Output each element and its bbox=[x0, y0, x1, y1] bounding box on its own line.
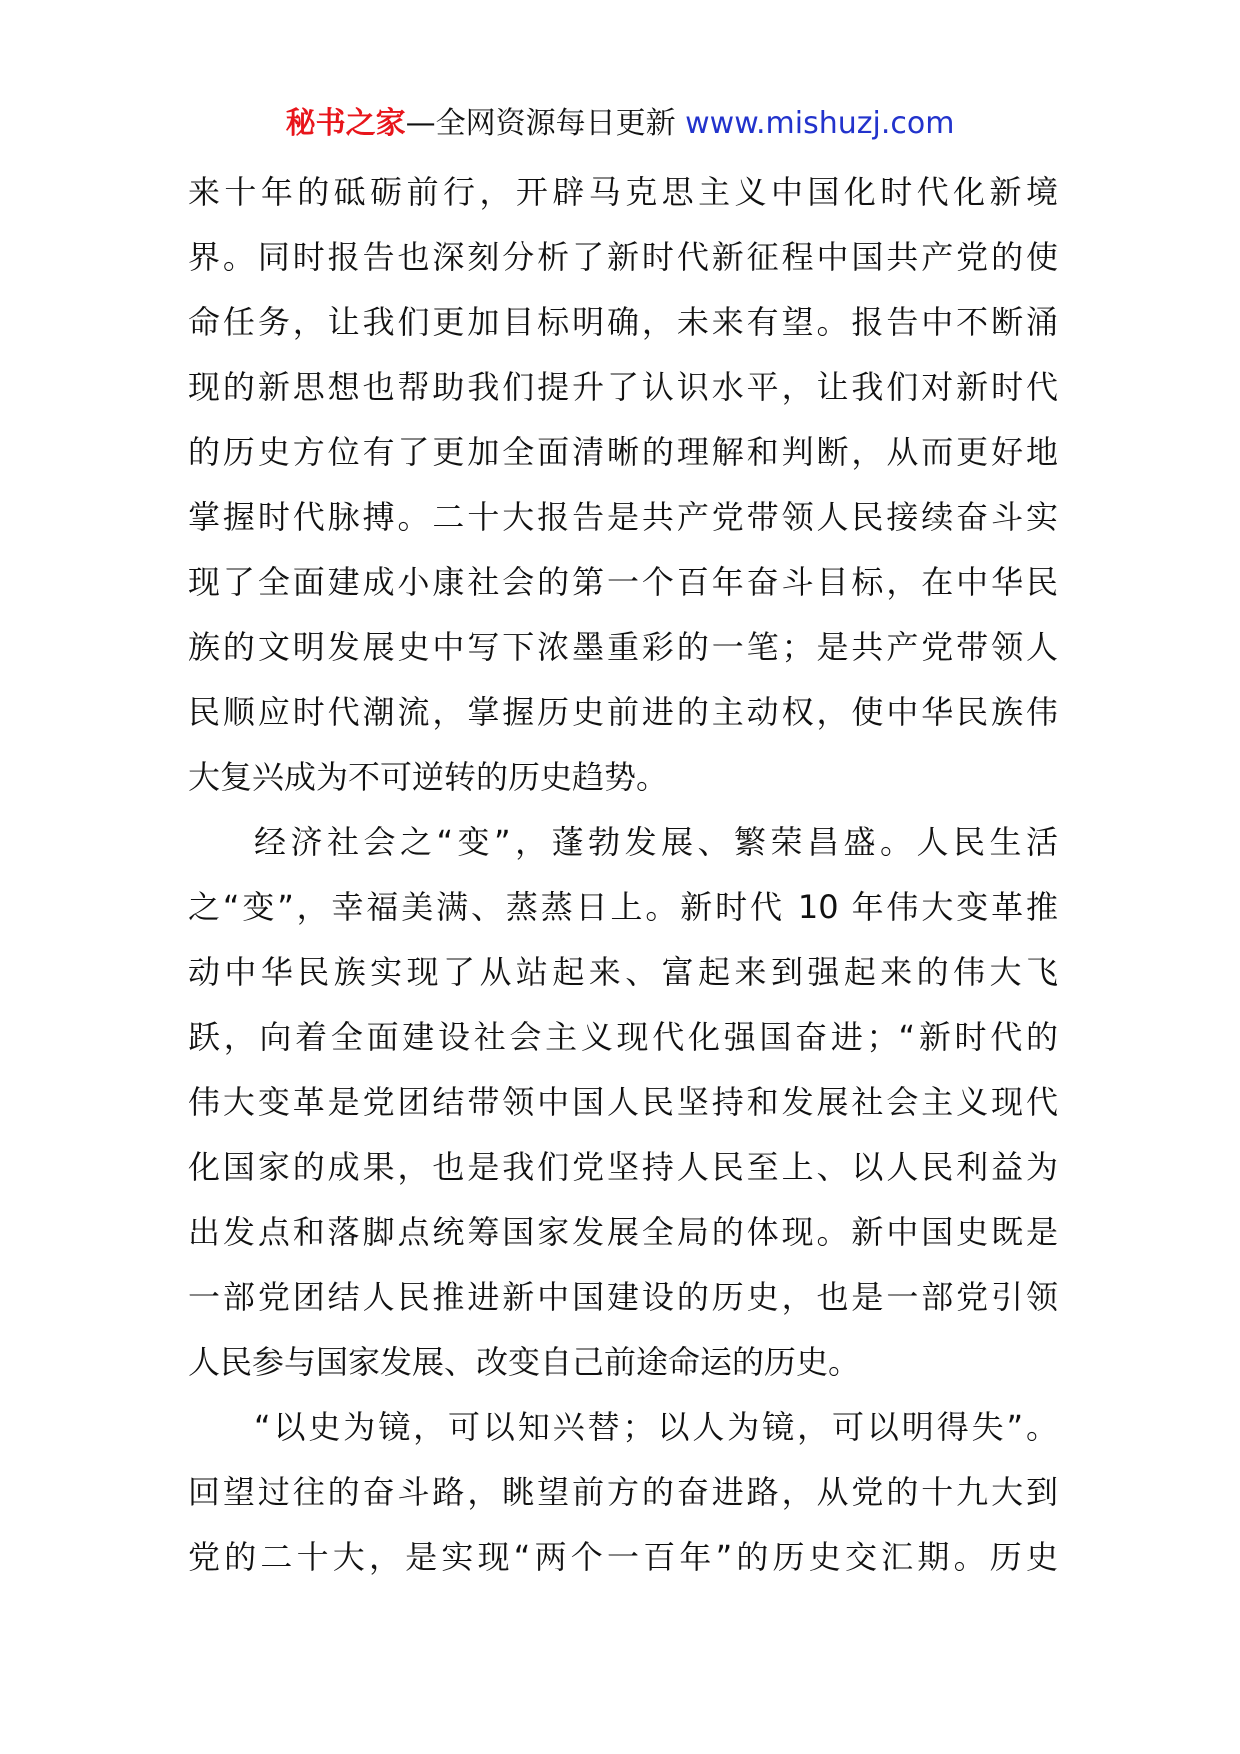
site-slogan: —全网资源每日更新 bbox=[405, 106, 676, 141]
text-line: 现了全面建成小康社会的第一个百年奋斗目标，在中华民 bbox=[188, 563, 1058, 601]
text-line: 民顺应时代潮流，掌握历史前进的主动权，使中华民族伟 bbox=[188, 693, 1058, 731]
text-line: 回望过往的奋斗路，眺望前方的奋进路，从党的十九大到 bbox=[188, 1473, 1058, 1511]
page-header bbox=[0, 103, 1240, 145]
text-line: 化国家的成果，也是我们党坚持人民至上、以人民利益为 bbox=[188, 1148, 1058, 1186]
text-line: 命任务，让我们更加目标明确，未来有望。报告中不断涌 bbox=[188, 303, 1058, 341]
site-brand: 秘书之家 bbox=[285, 106, 406, 141]
text-line: 掌握时代脉搏。二十大报告是共产党带领人民接续奋斗实 bbox=[188, 498, 1058, 536]
text-line: 界。同时报告也深刻分析了新时代新征程中国共产党的使 bbox=[188, 238, 1058, 276]
text-line: 党的二十大，是实现“两个一百年”的历史交汇期。历史 bbox=[188, 1538, 1058, 1576]
site-url-link[interactable]: www.mishuzj.com bbox=[685, 106, 955, 141]
text-line: 大复兴成为不可逆转的历史趋势。 bbox=[188, 758, 669, 796]
text-line: 经济社会之“变”，蓬勃发展、繁荣昌盛。人民生活 bbox=[254, 823, 1058, 861]
text-line: 族的文明发展史中写下浓墨重彩的一笔；是共产党带领人 bbox=[188, 628, 1058, 666]
text-line: 现的新思想也帮助我们提升了认识水平，让我们对新时代 bbox=[188, 368, 1058, 406]
text-line: 跃，向着全面建设社会主义现代化强国奋进；“新时代的 bbox=[188, 1018, 1058, 1056]
text-line: “以史为镜，可以知兴替；以人为镜，可以明得失”。 bbox=[254, 1408, 1058, 1446]
text-line: 之“变”，幸福美满、蒸蒸日上。新时代 10 年伟大变革推 bbox=[188, 888, 1058, 926]
text-line: 来十年的砥砺前行，开辟马克思主义中国化时代化新境 bbox=[188, 173, 1058, 211]
document-body bbox=[188, 160, 1058, 1590]
text-line: 人民参与国家发展、改变自己前途命运的历史。 bbox=[188, 1343, 861, 1381]
text-line: 的历史方位有了更加全面清晰的理解和判断，从而更好地 bbox=[188, 433, 1058, 471]
text-line: 动中华民族实现了从站起来、富起来到强起来的伟大飞 bbox=[188, 953, 1058, 991]
text-line: 出发点和落脚点统筹国家发展全局的体现。新中国史既是 bbox=[188, 1213, 1058, 1251]
text-line: 伟大变革是党团结带领中国人民坚持和发展社会主义现代 bbox=[188, 1083, 1058, 1121]
text-line: 一部党团结人民推进新中国建设的历史，也是一部党引领 bbox=[188, 1278, 1058, 1316]
